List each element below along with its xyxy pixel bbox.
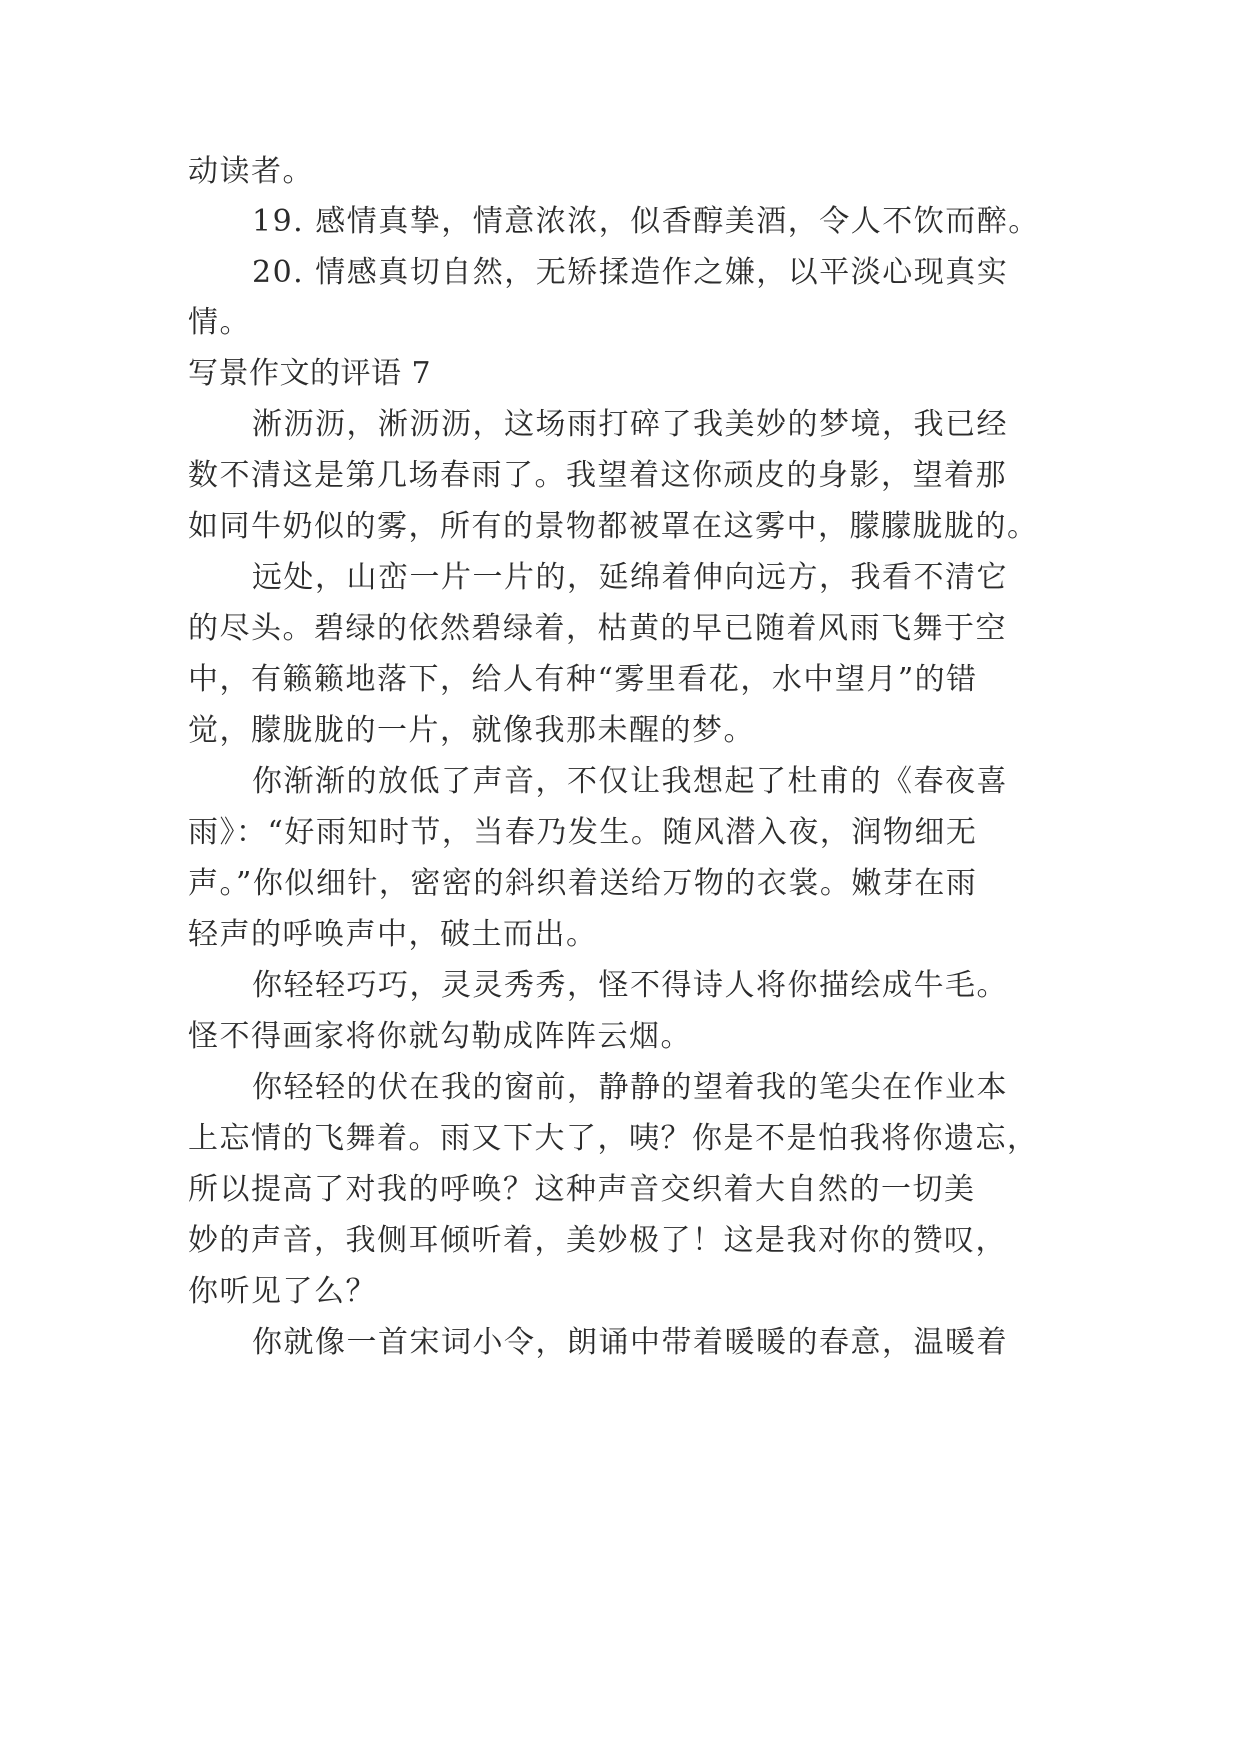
comment-item-20-continuation: 情。 bbox=[188, 305, 251, 340]
section-heading: 写景作文的评语 7 bbox=[188, 356, 432, 391]
paragraph-line: 远处，山峦一片一片的，延绵着伸向远方，我看不清它 bbox=[252, 560, 1008, 595]
paragraph-line: 妙的声音，我侧耳倾听着，美妙极了！这是我对你的赞叹， bbox=[188, 1223, 1007, 1258]
paragraph-line: 你就像一首宋词小令，朗诵中带着暖暖的春意，温暖着 bbox=[252, 1325, 1008, 1360]
paragraph-line: 你听见了么？ bbox=[188, 1274, 377, 1309]
paragraph-line: 中，有籁籁地落下，给人有种“雾里看花，水中望月”的错 bbox=[188, 662, 978, 697]
paragraph-line: 轻声的呼唤声中，破土而出。 bbox=[188, 917, 598, 952]
paragraph-line: 的尽头。碧绿的依然碧绿着，枯黄的早已随着风雨飞舞于空 bbox=[188, 611, 1007, 646]
paragraph-line: 淅沥沥，淅沥沥，这场雨打碎了我美妙的梦境，我已经 bbox=[252, 407, 1008, 442]
paragraph-line: 所以提高了对我的呼唤？这种声音交织着大自然的一切美 bbox=[188, 1172, 976, 1207]
paragraph-line: 你渐渐的放低了声音，不仅让我想起了杜甫的《春夜喜 bbox=[252, 764, 1008, 799]
paragraph-line: 怪不得画家将你就勾勒成阵阵云烟。 bbox=[188, 1019, 692, 1054]
paragraph-line: 上忘情的飞舞着。雨又下大了，咦？你是不是怕我将你遗忘， bbox=[188, 1121, 1039, 1156]
paragraph-line: 数不清这是第几场春雨了。我望着这你顽皮的身影，望着那 bbox=[188, 458, 1007, 493]
paragraph-line: 你轻轻巧巧，灵灵秀秀，怪不得诗人将你描绘成牛毛。 bbox=[252, 968, 1008, 1003]
text-line-continuation: 动读者。 bbox=[188, 154, 314, 189]
paragraph-line: 觉，朦胧胧的一片，就像我那未醒的梦。 bbox=[188, 713, 755, 748]
comment-item-19: 19. 感情真挚，情意浓浓，似香醇美酒，令人不饮而醉。 bbox=[252, 204, 1040, 239]
paragraph-line: 雨》：“好雨知时节，当春乃发生。随风潜入夜，润物细无 bbox=[188, 815, 978, 850]
paragraph-line: 声。”你似细针，密密的斜织着送给万物的衣裳。嫩芽在雨 bbox=[188, 866, 978, 901]
paragraph-line: 如同牛奶似的雾，所有的景物都被罩在这雾中，朦朦胧胧的。 bbox=[188, 509, 1039, 544]
paragraph-line: 你轻轻的伏在我的窗前，静静的望着我的笔尖在作业本 bbox=[252, 1070, 1008, 1105]
comment-item-20: 20. 情感真切自然，无矫揉造作之嫌，以平淡心现真实 bbox=[252, 255, 1009, 290]
